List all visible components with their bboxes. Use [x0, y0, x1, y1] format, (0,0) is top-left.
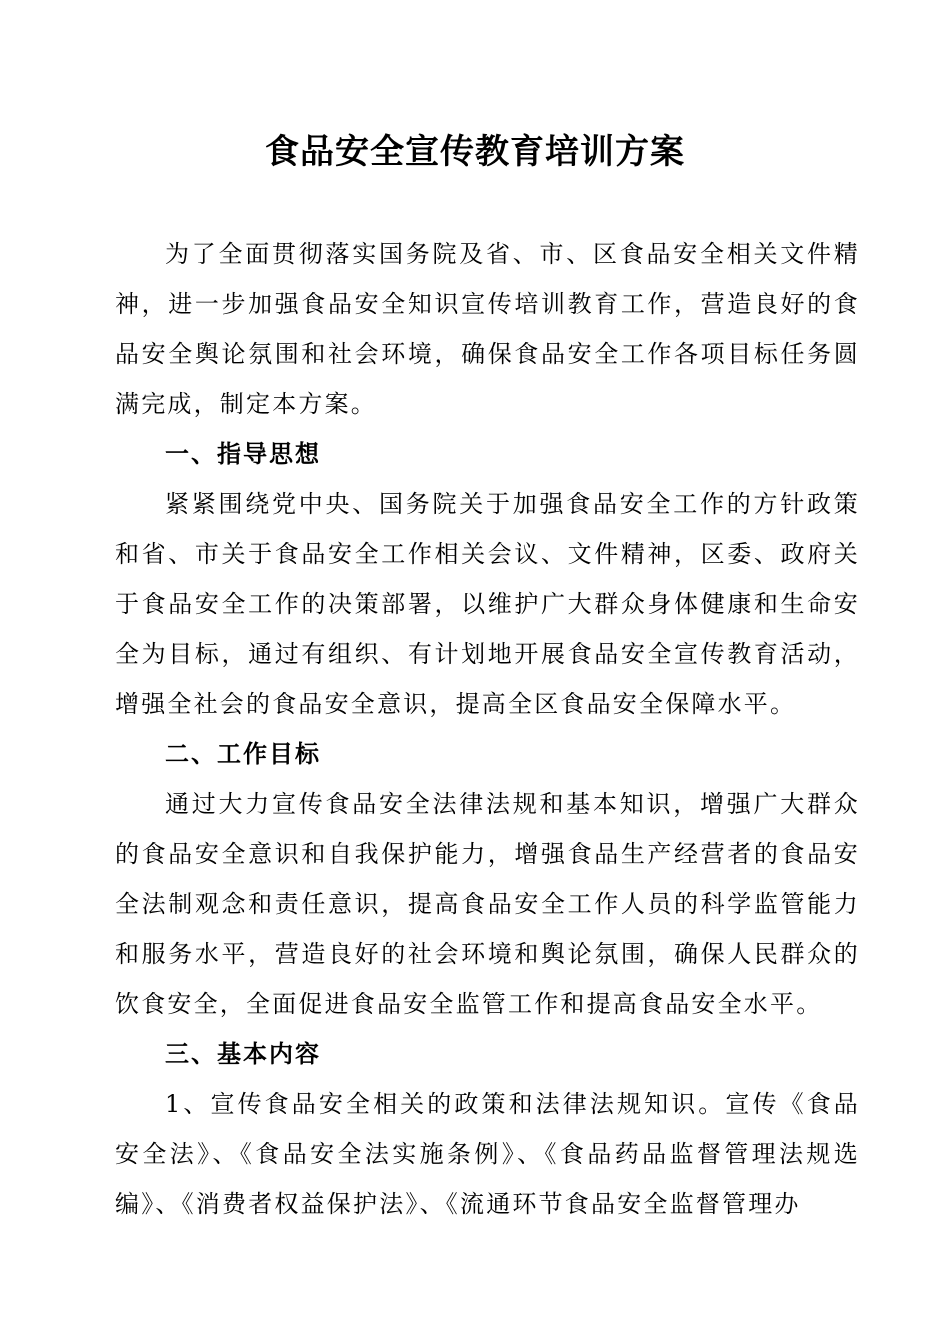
section-heading-basic-content: 三、基本内容 [165, 1039, 321, 1068]
document-body [115, 229, 860, 1229]
section-text-work-goals: 通过大力宣传食品安全法律法规和基本知识，增强广大群众的食品安全意识和自我保护能力，增强食品生产经营者的食品安全法制观念和责任意识，提高食品安全工作人员的科学监管能力和服务水平，营造良好的社会环境和舆论氛围，确保人民群众的饮食安全，全面促进食品安全监管工作和提高食品安全水平。 [115, 790, 860, 1018]
document-title: 食品安全宣传教育培训方案 [265, 132, 685, 172]
intro-paragraph: 为了全面贯彻落实国务院及省、市、区食品安全相关文件精神，进一步加强食品安全知识宣传培训教育工作，营造良好的食品安全舆论氛围和社会环境，确保食品安全工作各项目标任务圆满完成，制定本方案。 [115, 240, 860, 418]
section-text-guiding-ideology: 紧紧围绕党中央、国务院关于加强食品安全工作的方针政策和省、市关于食品安全工作相关会议、文件精神，区委、政府关于食品安全工作的决策部署，以维护广大群众身体健康和生命安全为目标，通过有组织、有计划地开展食品安全宣传教育活动，增强全社会的食品安全意识，提高全区食品安全保障水平。 [115, 490, 860, 718]
section-text-basic-content: 1、宣传食品安全相关的政策和法律法规知识。宣传《食品安全法》、《食品安全法实施条例》、《食品药品监督管理法规选编》、《消费者权益保护法》、《流通环节食品安全监督管理办 [115, 1090, 860, 1218]
section-heading-guiding-ideology: 一、指导思想 [165, 439, 321, 468]
section-heading-work-goals: 二、工作目标 [165, 739, 321, 768]
